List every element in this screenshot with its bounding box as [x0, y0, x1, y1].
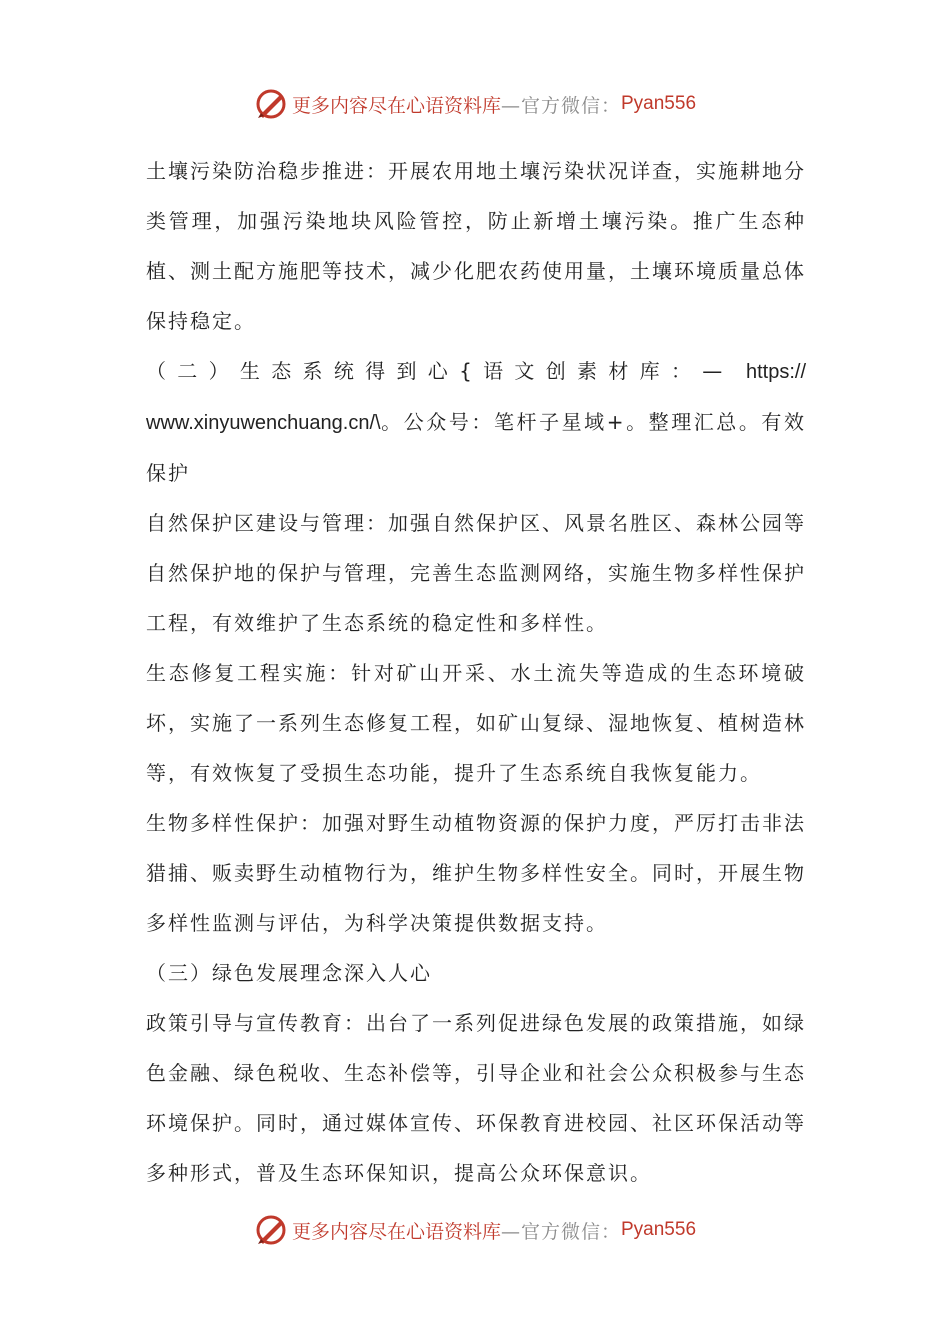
pen-logo-icon [254, 87, 288, 121]
paragraph-nature-reserve: 自然保护区建设与管理：加强自然保护区、风景名胜区、森林公园等自然保护地的保护与管理，完善生态监测网络，实施生物多样性保护工程，有效维护了生态系统的稳定性和多样性。 [146, 511, 806, 635]
paragraph-policy-education: 政策引导与宣传教育：出台了一系列促进绿色发展的政策措施，如绿色金融、绿色税收、生态补偿等，引导企业和社会公众积极参与生态环境保护。同时，通过媒体宣传、环保教育进校园、社区环保活动等多种形式，普及生态环保知识，提高公众环保意识。 [146, 1011, 806, 1185]
url-prefix: https:// [745, 361, 806, 383]
banner-title: 更多内容尽在心语资料库 [291, 94, 501, 117]
banner-wechat-id: Pyan556 [621, 1219, 697, 1240]
source-url: www.xinyuwenchuang.cn/\ [146, 412, 381, 434]
paragraph-soil-pollution: 土壤污染防治稳步推进：开展农用地土壤污染状况详查，实施耕地分类管理，加强污染地块风险管控，防止新增土壤污染。推广生态种植、测土配方施肥等技术，减少化肥农药使用量，土壤环境质量总体保持稳定。 [146, 159, 806, 333]
pen-logo-icon [254, 1213, 288, 1247]
banner-wechat-label: —官方微信： [500, 1220, 621, 1243]
heading-section-2-text: （二）生态系统得到心{语文创素材库：— [146, 359, 729, 383]
banner-title: 更多内容尽在心语资料库 [291, 1220, 501, 1243]
document-body [146, 146, 806, 1198]
heading-section-2 [146, 346, 806, 397]
footer-banner [0, 1210, 950, 1250]
paragraph-ecological-restoration: 生态修复工程实施：针对矿山开采、水土流失等造成的生态环境破坏，实施了一系列生态修复工程，如矿山复绿、湿地恢复、植树造林等，有效恢复了受损生态功能，提升了生态系统自我恢复能力。 [146, 661, 806, 785]
source-note-text: 。公众号：笔杆子星域+。整理汇总。有效保护 [146, 410, 806, 485]
paragraph-source-note [146, 397, 806, 498]
heading-section-3: （三）绿色发展理念深入人心 [146, 961, 432, 985]
banner-wechat-id: Pyan556 [621, 93, 697, 114]
banner-wechat-label: —官方微信： [500, 94, 621, 117]
header-banner [0, 84, 950, 124]
paragraph-biodiversity: 生物多样性保护：加强对野生动植物资源的保护力度，严厉打击非法猎捕、贩卖野生动植物行为，维护生物多样性安全。同时，开展生物多样性监测与评估，为科学决策提供数据支持。 [146, 811, 806, 935]
